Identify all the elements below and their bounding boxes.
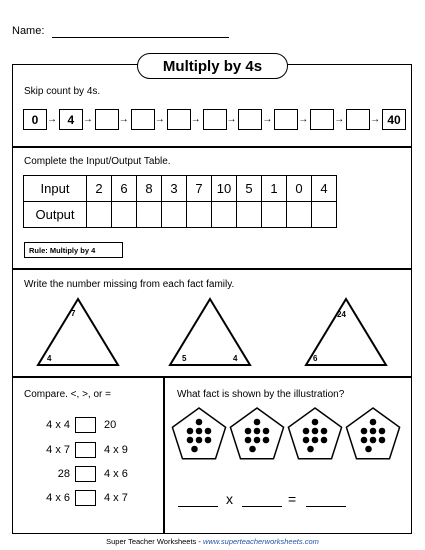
skip-count-box[interactable] bbox=[95, 109, 119, 130]
output-cell[interactable] bbox=[162, 202, 187, 228]
input-cell: 1 bbox=[262, 176, 287, 202]
arrow-icon: → bbox=[154, 114, 165, 125]
compare-left-expression: 4 x 7 bbox=[46, 444, 70, 456]
pentagon-groups bbox=[165, 400, 411, 470]
dot bbox=[187, 428, 194, 435]
footer-brand: Super Teacher Worksheets bbox=[106, 537, 197, 546]
compare-right-expression: 4 x 6 bbox=[104, 468, 128, 480]
output-header: Output bbox=[24, 202, 87, 228]
skip-count-box: 0 bbox=[23, 109, 47, 130]
dot bbox=[379, 428, 386, 435]
arrow-icon: → bbox=[190, 114, 201, 125]
arrow-icon: → bbox=[262, 114, 273, 125]
compare-left-expression: 4 x 6 bbox=[46, 492, 70, 504]
triangle-2-left: 5 bbox=[182, 354, 187, 363]
output-cell[interactable] bbox=[137, 202, 162, 228]
output-cell[interactable] bbox=[262, 202, 287, 228]
compare-left-expression: 28 bbox=[57, 468, 70, 480]
footer bbox=[0, 537, 425, 546]
dot bbox=[361, 428, 368, 435]
input-cell: 3 bbox=[162, 176, 187, 202]
dot bbox=[196, 437, 203, 444]
dot bbox=[187, 437, 194, 444]
compare-right-expression: 4 x 7 bbox=[104, 492, 128, 504]
divider-3 bbox=[12, 376, 412, 378]
dot bbox=[263, 428, 270, 435]
compare-answer-box[interactable] bbox=[75, 417, 96, 433]
dot bbox=[370, 428, 377, 435]
compare-right-expression: 4 x 9 bbox=[104, 444, 128, 456]
triangle-3-left: 6 bbox=[313, 354, 318, 363]
triangle-1-top: 7 bbox=[71, 309, 76, 318]
answer-blank-3[interactable] bbox=[306, 506, 346, 507]
dot bbox=[312, 428, 319, 435]
dot bbox=[205, 437, 212, 444]
compare-right-expression: 20 bbox=[104, 419, 117, 431]
footer-separator: - bbox=[196, 537, 203, 546]
skip-count-box: 4 bbox=[59, 109, 83, 130]
io-instruction: Complete the Input/Output Table. bbox=[24, 156, 171, 167]
fact-family-instruction: Write the number missing from each fact family. bbox=[24, 279, 235, 290]
dot bbox=[196, 419, 203, 426]
triangle-3 bbox=[306, 299, 386, 365]
dot bbox=[245, 437, 252, 444]
input-row bbox=[24, 176, 337, 202]
dot bbox=[254, 437, 261, 444]
compare-left-expression: 4 x 4 bbox=[46, 419, 70, 431]
dot bbox=[303, 437, 310, 444]
io-table bbox=[23, 175, 337, 228]
input-cell: 0 bbox=[287, 176, 312, 202]
answer-blank-2[interactable] bbox=[242, 506, 282, 507]
skip-count-instruction: Skip count by 4s. bbox=[24, 86, 101, 97]
input-cell: 4 bbox=[312, 176, 337, 202]
compare-answer-box[interactable] bbox=[75, 490, 96, 506]
arrow-icon: → bbox=[226, 114, 237, 125]
triangle-3-top: 24 bbox=[337, 310, 346, 319]
rule-box: Rule: Multiply by 4 bbox=[24, 242, 123, 258]
equals-sign: = bbox=[288, 491, 297, 507]
dot bbox=[321, 428, 328, 435]
dot bbox=[205, 428, 212, 435]
input-cell: 5 bbox=[237, 176, 262, 202]
arrow-icon: → bbox=[47, 114, 57, 125]
arrow-icon: → bbox=[82, 114, 93, 125]
dot bbox=[191, 446, 198, 453]
arrow-icon: → bbox=[334, 114, 345, 125]
skip-count-box: 40 bbox=[382, 109, 406, 130]
divider-1 bbox=[12, 146, 412, 148]
input-cell: 2 bbox=[87, 176, 112, 202]
dot bbox=[361, 437, 368, 444]
skip-count-box[interactable] bbox=[131, 109, 155, 130]
dot bbox=[196, 428, 203, 435]
divider-2 bbox=[12, 268, 412, 270]
arrow-icon: → bbox=[370, 114, 381, 125]
dot bbox=[312, 437, 319, 444]
output-cell[interactable] bbox=[312, 202, 337, 228]
dot bbox=[307, 446, 314, 453]
input-cell: 8 bbox=[137, 176, 162, 202]
output-cell[interactable] bbox=[212, 202, 237, 228]
times-sign: x bbox=[226, 491, 233, 507]
dot bbox=[379, 437, 386, 444]
dot bbox=[249, 446, 256, 453]
compare-answer-box[interactable] bbox=[75, 442, 96, 458]
dot bbox=[370, 437, 377, 444]
illustration-instruction: What fact is shown by the illustration? bbox=[177, 389, 345, 400]
dot bbox=[365, 446, 372, 453]
output-cell[interactable] bbox=[112, 202, 137, 228]
name-field-line[interactable] bbox=[52, 37, 229, 38]
output-row bbox=[24, 202, 337, 228]
skip-count-box[interactable] bbox=[310, 109, 334, 130]
input-cell: 6 bbox=[112, 176, 137, 202]
skip-count-box[interactable] bbox=[203, 109, 227, 130]
dot bbox=[312, 419, 319, 426]
page-title: Multiply by 4s bbox=[137, 53, 288, 79]
dot bbox=[254, 428, 261, 435]
skip-count-box[interactable] bbox=[274, 109, 298, 130]
footer-url[interactable]: www.superteacherworksheets.com bbox=[202, 537, 319, 546]
triangle-2-right: 4 bbox=[233, 354, 238, 363]
input-cell: 10 bbox=[212, 176, 237, 202]
dot bbox=[245, 428, 252, 435]
dot bbox=[321, 437, 328, 444]
dot bbox=[370, 419, 377, 426]
dot bbox=[254, 419, 261, 426]
output-cell[interactable] bbox=[187, 202, 212, 228]
triangle-1-left: 4 bbox=[47, 354, 52, 363]
arrow-icon: → bbox=[118, 114, 129, 125]
skip-count-box[interactable] bbox=[238, 109, 262, 130]
compare-answer-box[interactable] bbox=[75, 466, 96, 482]
dot bbox=[303, 428, 310, 435]
arrow-icon: → bbox=[298, 114, 309, 125]
fact-family-triangles bbox=[0, 290, 425, 370]
output-cell[interactable] bbox=[287, 202, 312, 228]
name-label: Name: bbox=[12, 25, 45, 37]
input-cell: 7 bbox=[187, 176, 212, 202]
output-cell[interactable] bbox=[237, 202, 262, 228]
skip-count-box[interactable] bbox=[346, 109, 370, 130]
output-cell[interactable] bbox=[87, 202, 112, 228]
input-header: Input bbox=[24, 176, 87, 202]
compare-instruction: Compare. <, >, or = bbox=[24, 389, 111, 400]
answer-blank-1[interactable] bbox=[178, 506, 218, 507]
skip-count-box[interactable] bbox=[167, 109, 191, 130]
dot bbox=[263, 437, 270, 444]
